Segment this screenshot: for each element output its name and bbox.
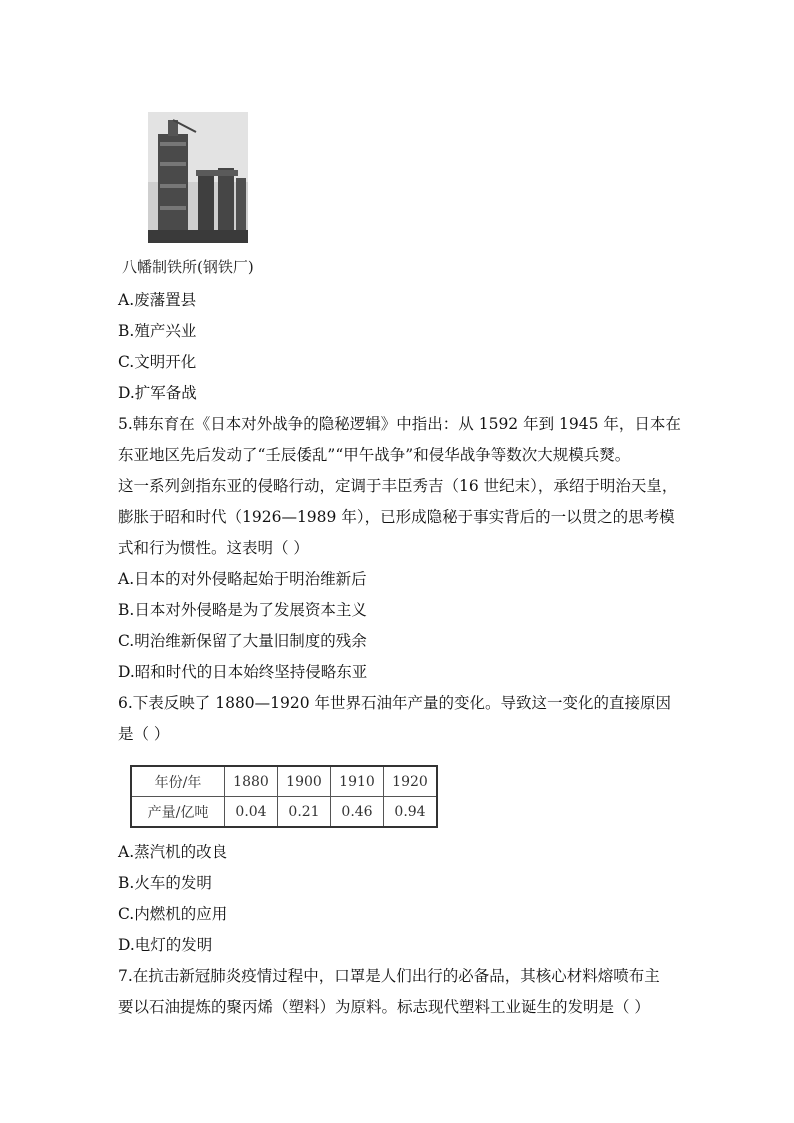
table-row xyxy=(131,766,437,797)
q5-option-a: A.日本的对外侵略起始于明治维新后 xyxy=(118,570,367,588)
table-cell: 0.46 xyxy=(331,797,384,828)
q4-option-a: A.废藩置县 xyxy=(118,291,197,309)
q4-option-c: C.文明开化 xyxy=(118,353,197,371)
table-cell: 1900 xyxy=(278,766,331,797)
table-cell: 1910 xyxy=(331,766,384,797)
table-cell: 产量/亿吨 xyxy=(131,797,225,828)
q6-stem-line: 6.下表反映了 1880—1920 年世界石油年产量的变化。导致这一变化的直接原因 xyxy=(118,694,672,712)
table-cell: 0.94 xyxy=(384,797,438,828)
q5-stem-line: 这一系列剑指东亚的侵略行动，定调于丰臣秀吉（16 世纪末），承绍于明治天皇， xyxy=(118,477,678,495)
table-row xyxy=(131,797,437,828)
q6-option-d: D.电灯的发明 xyxy=(118,936,213,954)
table-cell: 0.04 xyxy=(225,797,278,828)
q5-option-d: D.昭和时代的日本始终坚持侵略东亚 xyxy=(118,663,368,681)
oil-production-table xyxy=(130,765,438,828)
q5-option-b: B.日本对外侵略是为了发展资本主义 xyxy=(118,601,367,619)
q4-option-b: B.殖产兴业 xyxy=(118,322,197,340)
steel-plant-photo xyxy=(148,112,248,243)
q5-stem-line: 式和行为惯性。这表明（ ） xyxy=(118,539,309,557)
table-cell: 1880 xyxy=(225,766,278,797)
q6-stem-line: 是（ ） xyxy=(118,725,170,743)
q5-stem-line: 膨胀于昭和时代（1926—1989 年），已形成隐秘于事实背后的一以贯之的思考模 xyxy=(118,508,675,526)
q5-option-c: C.明治维新保留了大量旧制度的残余 xyxy=(118,632,367,650)
q6-option-b: B.火车的发明 xyxy=(118,874,212,892)
figure-caption: 八幡制铁所(钢铁厂) xyxy=(122,258,254,276)
q7-stem-line: 7.在抗击新冠肺炎疫情过程中，口罩是人们出行的必备品，其核心材料熔喷布主 xyxy=(118,967,660,985)
q6-option-c: C.内燃机的应用 xyxy=(118,905,228,923)
table-cell: 0.21 xyxy=(278,797,331,828)
q5-stem-line: 东亚地区先后发动了“壬辰倭乱”“甲午战争”和侵华战争等数次大规模兵燹。 xyxy=(118,446,631,464)
table-cell: 年份/年 xyxy=(131,766,225,797)
q4-option-d: D.扩军备战 xyxy=(118,384,197,402)
table-cell: 1920 xyxy=(384,766,438,797)
q7-stem-line: 要以石油提炼的聚丙烯（塑料）为原料。标志现代塑料工业诞生的发明是（ ） xyxy=(118,998,650,1016)
q6-option-a: A.蒸汽机的改良 xyxy=(118,843,228,861)
q5-stem-line: 5.韩东育在《日本对外战争的隐秘逻辑》中指出：从 1592 年到 1945 年，日本在 xyxy=(118,415,681,433)
